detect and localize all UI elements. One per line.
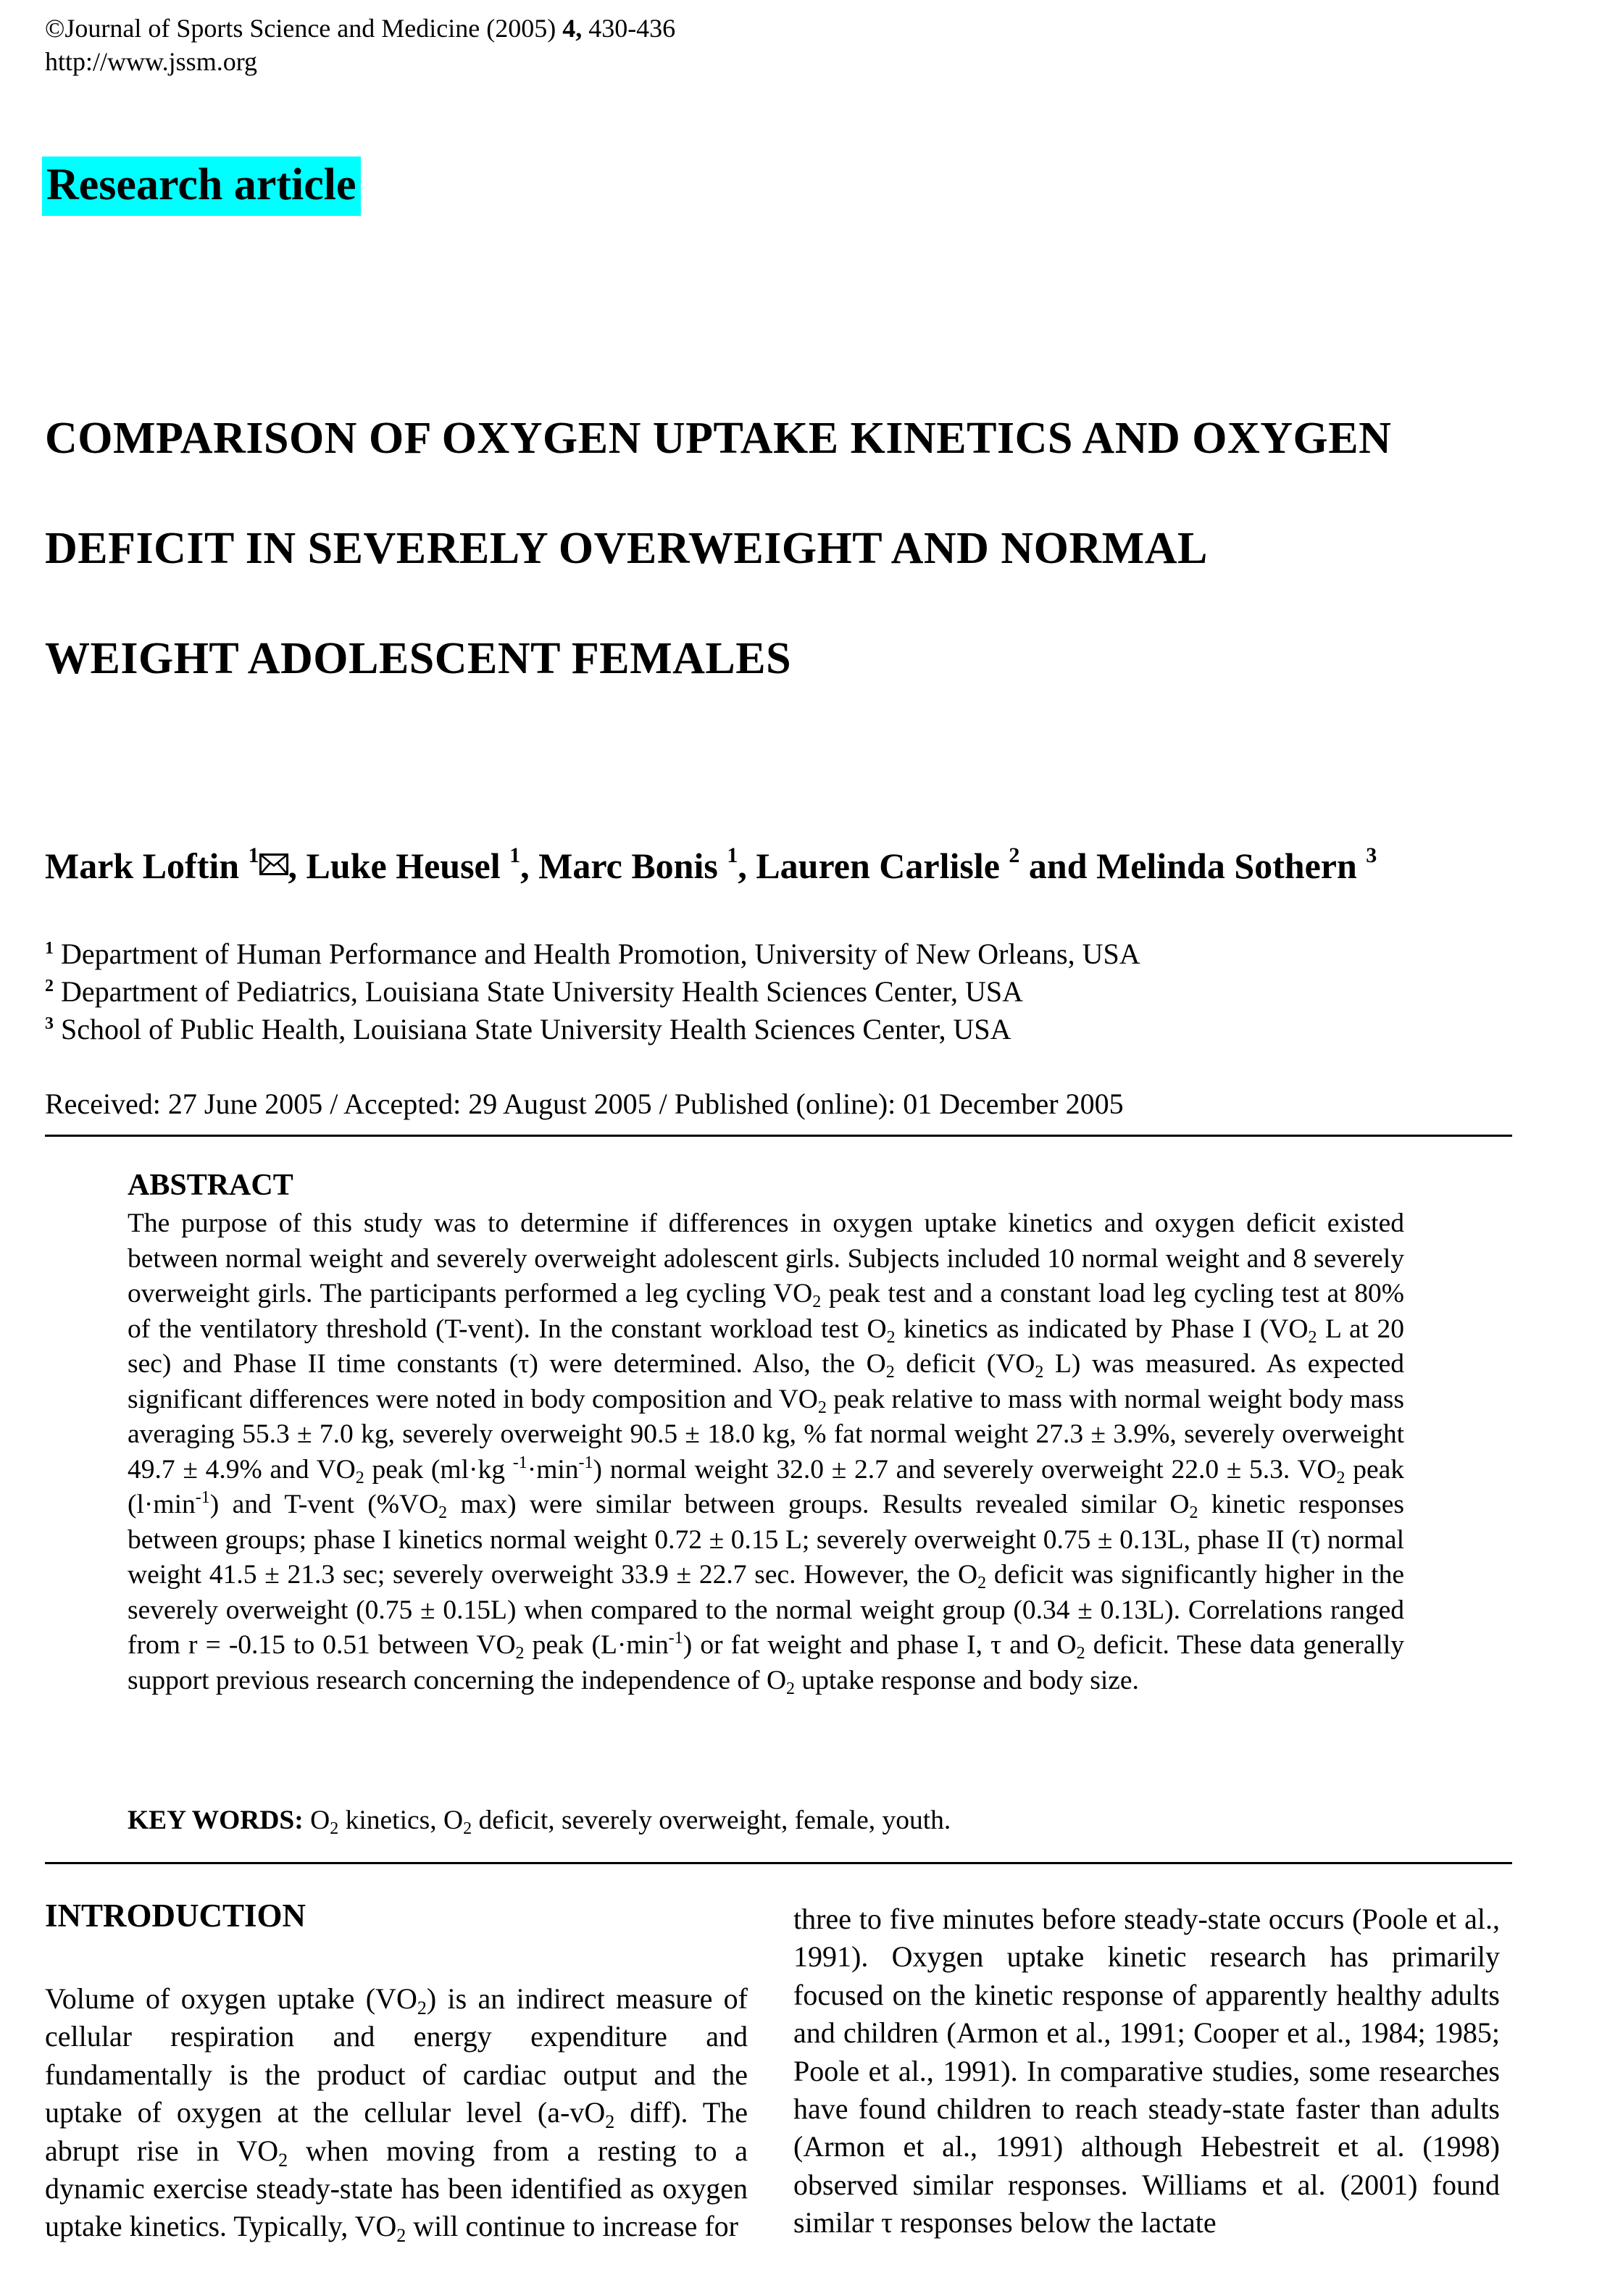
abstract-body: The purpose of this study was to determine if differences in oxygen uptake kinetics and oxygen deficit existed between normal weight and severely overweight adolescent girls. Subjects included 10 normal weight and 8 severely overweight girls. The participants performed a leg cycling $VO_2$ peak test and a constant load leg cycling test at 80% of the ventilatory threshold (T-vent). In the constant workload test $O_2$ kinetics as indicated by Phase I ($VO_2$ L at 20 sec) and Phase II time constants (τ) were determined. Also, the $O_2$ deficit ($VO_2$ L) was measured. As expected significant differences were noted in body composition and $VO_2$ peak relative to mass with normal weight body mass averaging 55.3 ± 7.0 kg, severely overweight 90.5 ± 18.0 kg, % fat normal weight 27.3 ± 3.9%, severely overweight 49.7 ± 4.9% and $VO_2$ peak (ml·kg $^{-1}\cdot\min^{-1}$) normal weight 32.0 ± 2.7 and severely overweight 22.0 ± 5.3. $VO_2$ peak $(l\cdot\min^{-1})$ and T-vent ($\%VO_2$ max) were similar between groups. Results revealed similar $O_2$ kinetic responses between groups; phase I kinetics normal weight 0.72 ± 0.15 L; severely overweight 0.75 ± 0.13L, phase II (τ) normal weight 41.5 ± 21.3 sec; severely overweight 33.9 ± 22.7 sec. However, the $O_2$ deficit was significantly higher in the severely overweight (0.75 ± 0.15L) when compared to the normal weight group (0.34 ± 0.13L). Correlations ranged from r = -0.15 to 0.51 between $VO_2$ peak $(L\cdot\min^{-1})$ or fat weight and phase I, τ and $O_2$ deficit. These data generally support previous research concerning the independence of $O_2$ uptake response and body size. (128, 1208, 1404, 1698)
author-name: Marc Bonis (538, 846, 727, 886)
affiliation-2: $^2$ Department of Pediatrics, Louisiana State University Health Sciences Center, USA (45, 975, 1024, 1008)
title-line-1: COMPARISON OF OXYGEN UPTAKE KINETICS AND OXYGEN (45, 414, 1392, 463)
author-name: Mark Loftin (45, 846, 249, 886)
intro-right-column: three to five minutes before steady-state occurs (Poole et al., 1991). Oxygen uptake kinetic research has primarily focused on the kinetic response of apparently healthy adults and children (Armon et al., 1991; Cooper et al., 1984; 1985; Poole et al., 1991). In comparative studies, some researches have found children to reach steady-state faster than adults (Armon et al., 1991) although Hebestreit et al. (1998) observed similar responses. Williams et al. (2001) found similar τ responses below the lactate (793, 1903, 1500, 2239)
author-name: Melinda Sothern (1096, 846, 1367, 886)
affiliation-3: $^3$ School of Public Health, Louisiana State University Health Sciences Center, USA (45, 1013, 1011, 1045)
abstract-heading: ABSTRACT (128, 1169, 293, 1202)
author-list: Mark Loftin $^1$ , Luke Heusel $^1$, Marc Bonis $^1$, Lauren Carlisle $^2$ and Melinda Sothern $^3$ (45, 843, 1377, 886)
intro-left-column: Volume of oxygen uptake $(VO_2)$ is an indirect measure of cellular respiration and energy expenditure and fundamentally is the product of cardiac output and the uptake of oxygen at the cellular level ($a-vO_2$ diff). The abrupt rise in $VO_2$ when moving from a resting to a dynamic exercise steady-state has been identified as oxygen uptake kinetics. Typically, $VO_2$ will continue to increase for (45, 1982, 748, 2247)
title-line-2: DEFICIT IN SEVERELY OVERWEIGHT AND NORMAL (45, 524, 1208, 573)
keywords: KEY WORDS: $O_2$ kinetics, $O_2$ deficit, severely overweight, female, youth. (128, 1806, 951, 1838)
journal-citation: ©Journal of Sports Science and Medicine (2005) 4, 430-436 (45, 14, 676, 43)
divider-top (45, 1135, 1512, 1137)
author-name: Lauren Carlisle (756, 846, 1009, 886)
article-type-badge: Research article (42, 156, 361, 216)
author-name: Luke Heusel (306, 846, 510, 886)
envelope-icon[interactable] (259, 842, 288, 864)
publication-dates: Received: 27 June 2005 / Accepted: 29 August 2005 / Published (online): 01 December 2005 (45, 1088, 1124, 1120)
title-line-3: WEIGHT ADOLESCENT FEMALES (45, 634, 792, 683)
divider-bottom (45, 1862, 1512, 1864)
section-heading-introduction: INTRODUCTION (45, 1898, 306, 1934)
affiliation-1: $^1$ Department of Human Performance and Health Promotion, University of New Orleans, USA (45, 938, 1140, 970)
journal-url[interactable]: http://www.jssm.org (45, 47, 258, 76)
